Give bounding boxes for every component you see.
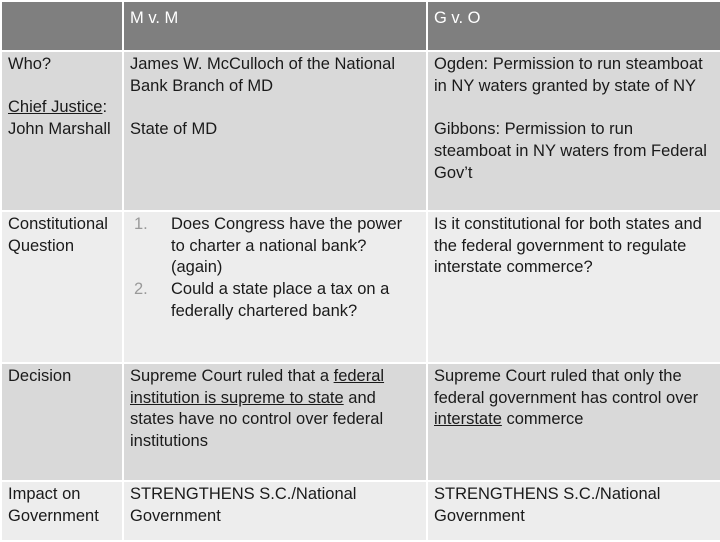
impact-gvo-cell: STRENGTHENS S.C./National Government [427, 481, 720, 541]
header-row [1, 1, 720, 51]
question-mvm-cell [123, 211, 427, 363]
question-gvo-cell: Is it constitutional for both states and the federal government to regulate interstate commerce? [427, 211, 720, 363]
row-question [1, 211, 720, 363]
who-label-cell [1, 51, 123, 211]
impact-mvm-cell: STRENGTHENS S.C./National Government [123, 481, 427, 541]
question-mvm-list [130, 214, 420, 323]
who-mvm-cell [123, 51, 427, 211]
decision-mvm-underlined: federal institution is supreme to state [130, 367, 385, 407]
row-decision [1, 363, 720, 481]
header-mvm: M v. M [123, 1, 427, 51]
row-impact [1, 481, 720, 541]
decision-gvo-text-end: commerce [501, 410, 584, 429]
question-mvm-item [130, 214, 420, 279]
decision-mvm-text-end: and states have no control over federal institutions [130, 388, 384, 451]
decision-gvo-cell [427, 363, 720, 481]
chief-justice-colon: : [102, 98, 108, 117]
decision-mvm-cell [123, 363, 427, 481]
who-mvm-party2: State of MD [130, 120, 218, 139]
row-who [1, 51, 720, 211]
list-number: 2. [134, 280, 148, 299]
impact-label: Impact on Government [1, 481, 123, 541]
chief-justice-underlined: Chief Justice [8, 98, 103, 117]
list-text: Does Congress have the power to charter a national bank? (again) [171, 215, 403, 277]
header-corner-cell [1, 1, 123, 51]
decision-gvo-underlined: interstate [434, 410, 502, 429]
decision-mvm-text: Supreme Court ruled that a [130, 367, 334, 385]
chief-justice-name: John Marshall [8, 120, 111, 139]
chief-justice-label [8, 97, 116, 119]
decision-gvo-text: Supreme Court ruled that only the federal government has control over [434, 367, 699, 407]
who-label: Who? [8, 55, 52, 73]
who-gvo-party1: Ogden: Permission to run steamboat in NY waters granted by state of NY [434, 55, 703, 95]
decision-label: Decision [1, 363, 123, 481]
who-gvo-party2: Gibbons: Permission to run steamboat in NY waters from Federal Gov’t [434, 120, 707, 182]
question-mvm-item [130, 279, 420, 322]
list-number: 1. [134, 215, 148, 233]
header-gvo: G v. O [427, 1, 720, 51]
who-gvo-cell [427, 51, 720, 211]
who-mvm-party1: James W. McCulloch of the National Bank Branch of MD [130, 55, 396, 95]
question-label: Constitutional Question [1, 211, 123, 363]
list-text: Could a state place a tax on a federally chartered bank? [171, 280, 390, 320]
